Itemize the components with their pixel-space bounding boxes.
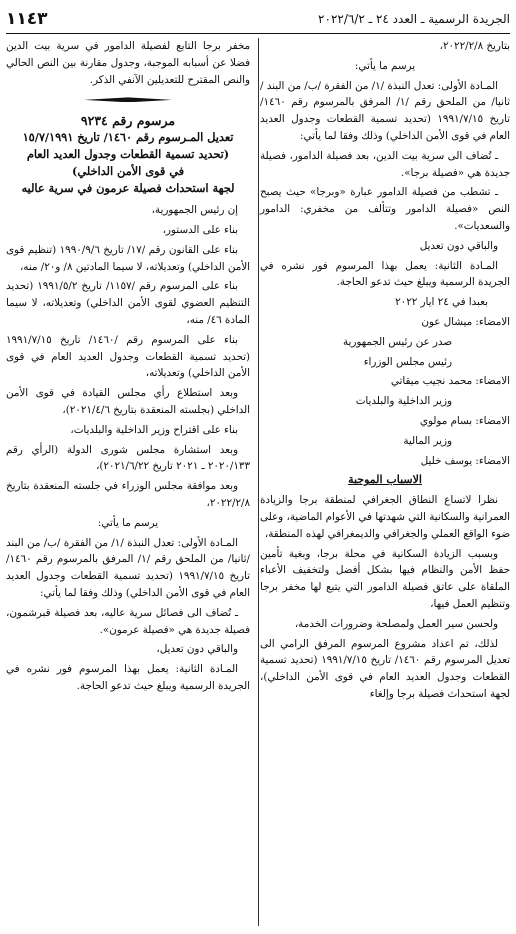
paragraph: إن رئيس الجمهورية، <box>151 204 238 217</box>
left-column <box>6 38 250 926</box>
signature-title: رئيس مجلس الوزراء <box>363 355 452 368</box>
signature: الامضاء: بسام مولوي <box>419 414 510 427</box>
paragraph: بتاريخ ٢٠٢٢/٢/٨، <box>439 40 510 52</box>
decree-title: تعديل المـرسوم رقم ١٤٦٠/ تاريخ ١٥/٧/١٩٩١ <box>22 130 234 145</box>
signature: الامضاء: يوسف خليل <box>420 454 510 467</box>
signing-date: بعبدا في ٢٤ ايار ٢٠٢٢ <box>395 296 488 309</box>
paragraph: نظرا لاتساع النطاق الجغرافي لمنطقة برجا والزيادة العمرانية والسكانية التي شهدتها في الأعوام الماضية، وعلى ضوء الواقع العملي والجغرافي والديمغرافي لهذه المنطقة، <box>260 494 510 540</box>
paragraph: والباقي دون تعديل، <box>156 643 238 656</box>
decree-number: مرسوم رقم ٩٢٣٤ <box>80 113 176 129</box>
paragraph: ـ تُضاف الى فصائل سرية عاليه، بعد فصيلة قبرشمون، فصيلة جديدة هي «فصيلة عرمون». <box>6 606 250 636</box>
decree-title: (تحديد تسمية القطعات وجدول العديد العام <box>26 147 230 162</box>
paragraph: بناء على القانون رقم /١٧/ تاريخ ١٩٩٠/٩/٦ (تنظيم قوى الأمن الداخلي) وتعديلاته، لا سيما المادتين ٨/ و٢٠/ منه، <box>6 243 250 273</box>
article-one: المـادة الأولى: تعدل النبذة /١/ من الفقرة /ب/ من البند /ثانيا/ من الملحق رقم /١/ المرفق بالمرسوم رقم ١٤٦٠/ تاريخ ١٩٩١/٧/١٥ (تحديد تسمية القطعات وجدول العديد العام في قوى الأمن الداخلي) وذلك وفقا لما يأتي: <box>260 79 510 142</box>
paragraph: لذلك، تم اعداد مشروع المرسوم المرفق الرامي الى تعديل المرسوم رقم ١٤٦٠/ تاريخ ١٩٩١/٧/١٥ (تحديد تسمية القطعات وجدول العديد العام في قوى الأمن الداخلي)، لجهة استحداث فصيلة برجا وإلغاء <box>260 637 510 700</box>
reasons-heading: الاسباب الموجبة <box>348 473 422 487</box>
decree-clause: يرسم ما يأتي: <box>97 516 159 529</box>
paragraph: بناء على المرسوم رقم /١٤٦٠/ تاريخ ١٩٩١/٧/١٥ (تحديد تسمية القطعات وجدول العديد العام في قوى الأمن الداخلي) وتعديلاته، <box>6 333 250 380</box>
signature-title: وزير المالية <box>403 434 452 447</box>
signature: الامضاء: محمد نجيب ميقاتي <box>390 375 510 388</box>
signature: الامضاء: ميشال عون <box>421 315 510 328</box>
right-column <box>260 38 510 926</box>
page-number: ١١٤٣ <box>6 9 48 29</box>
paragraph: ـ تشطب من فصيلة الدامور عبارة «وبرجا» حيث يصبح النص «فصيلة الدامور وتتألف من مخفري: الدامور والسعديات». <box>260 186 510 232</box>
paragraph: بناء على اقتراح وزير الداخلية والبلديات، <box>70 423 238 436</box>
paragraph: ـ تُضاف الى سرية بيت الدين، بعد فصيلة الدامور، فصيلة جديدة هي «فصيلة برجا». <box>260 149 510 179</box>
paragraph: والباقي دون تعديل <box>419 239 498 252</box>
column-divider <box>258 38 259 926</box>
article-two: المـادة الثانية: يعمل بهذا المرسوم فور نشره في الجريدة الرسمية ويبلغ حيث تدعو الحاجة. <box>260 259 510 289</box>
article-one: المـادة الأولى: تعدل النبذة /١/ من الفقرة /ب/ من البند /ثانيا/ من الملحق رقم /١/ المرفق بالمرسوم رقم ١٤٦٠/ تاريخ ١٩٩١/٧/١٥ (تحديد تسمية القطعات وجدول العديد العام في قوى الأمن الداخلي) وذلك وفقا لما يأتي: <box>6 536 250 599</box>
paragraph: وبسبب الزيادة السكانية في محلة برجا، وبغية تأمين حفظ الأمن والنظام فيها بشكل أفضل ولتخفيف الأعباء الملقاة على عاتق فصيلة الدامور التي يتبع لها مخفر برجا وتنظيم العمل فيها، <box>260 547 510 610</box>
decree-title: لجهة استحداث فصيلة عرمون في سرية عاليه <box>21 181 235 196</box>
header-rule <box>6 33 510 34</box>
paragraph: وبعد موافقة مجلس الوزراء في جلسته المنعقدة بتاريخ ٢٠٢٢/٢/٨، <box>6 480 250 509</box>
paragraph: بناء على المرسوم رقم /١١٥٧/ تاريخ ١٩٩١/٥/٢ (تحديد التنظيم العضوي لقوى الأمن الداخلي) وتعديلاته، لا سيما المادة ٤٦/ منه، <box>6 280 250 326</box>
decree-title: في قوى الأمن الداخلي) <box>71 164 185 179</box>
signature-title: صدر عن رئيس الجمهورية <box>342 335 452 348</box>
article-two: المـادة الثانية: يعمل بهذا المرسوم فور نشره في الجريدة الرسمية ويبلغ حيث تدعو الحاجة. <box>6 663 250 692</box>
signature-title: وزير الداخلية والبلديات <box>355 395 452 408</box>
page-header <box>6 8 510 30</box>
decree-clause: يرسم ما يأتي: <box>354 59 416 72</box>
gazette-issue-title: الجريدة الرسمية ـ العدد ٢٤ ـ ٢٠٢٢/٦/٢ <box>318 12 510 26</box>
section-divider-ornament <box>6 91 250 108</box>
paragraph: وبعد استطلاع رأي مجلس القيادة في قوى الأمن الداخلي (بجلسته المنعقدة بتاريخ ٢٠٢١/٤/٦)، <box>6 387 250 416</box>
paragraph: مخفر برجا التابع لفصيلة الدامور في سرية بيت الدين فضلا عن أسبابه الموجبة، وجدول مقارنة بين النص الحالي والنص المقترح للتعديلين الآنفي الذكر. <box>6 40 250 86</box>
paragraph: ولحسن سير العمل ولمصلحة وضرورات الخدمة، <box>294 617 498 630</box>
paragraph: بناء على الدستور، <box>162 223 238 236</box>
paragraph: وبعد استشارة مجلس شورى الدولة (الرأي رقم ٢٠٢٠/١٣٣ ـ ٢٠٢١ تاريخ ٢٠٢١/٦/٢٢)، <box>6 443 250 473</box>
